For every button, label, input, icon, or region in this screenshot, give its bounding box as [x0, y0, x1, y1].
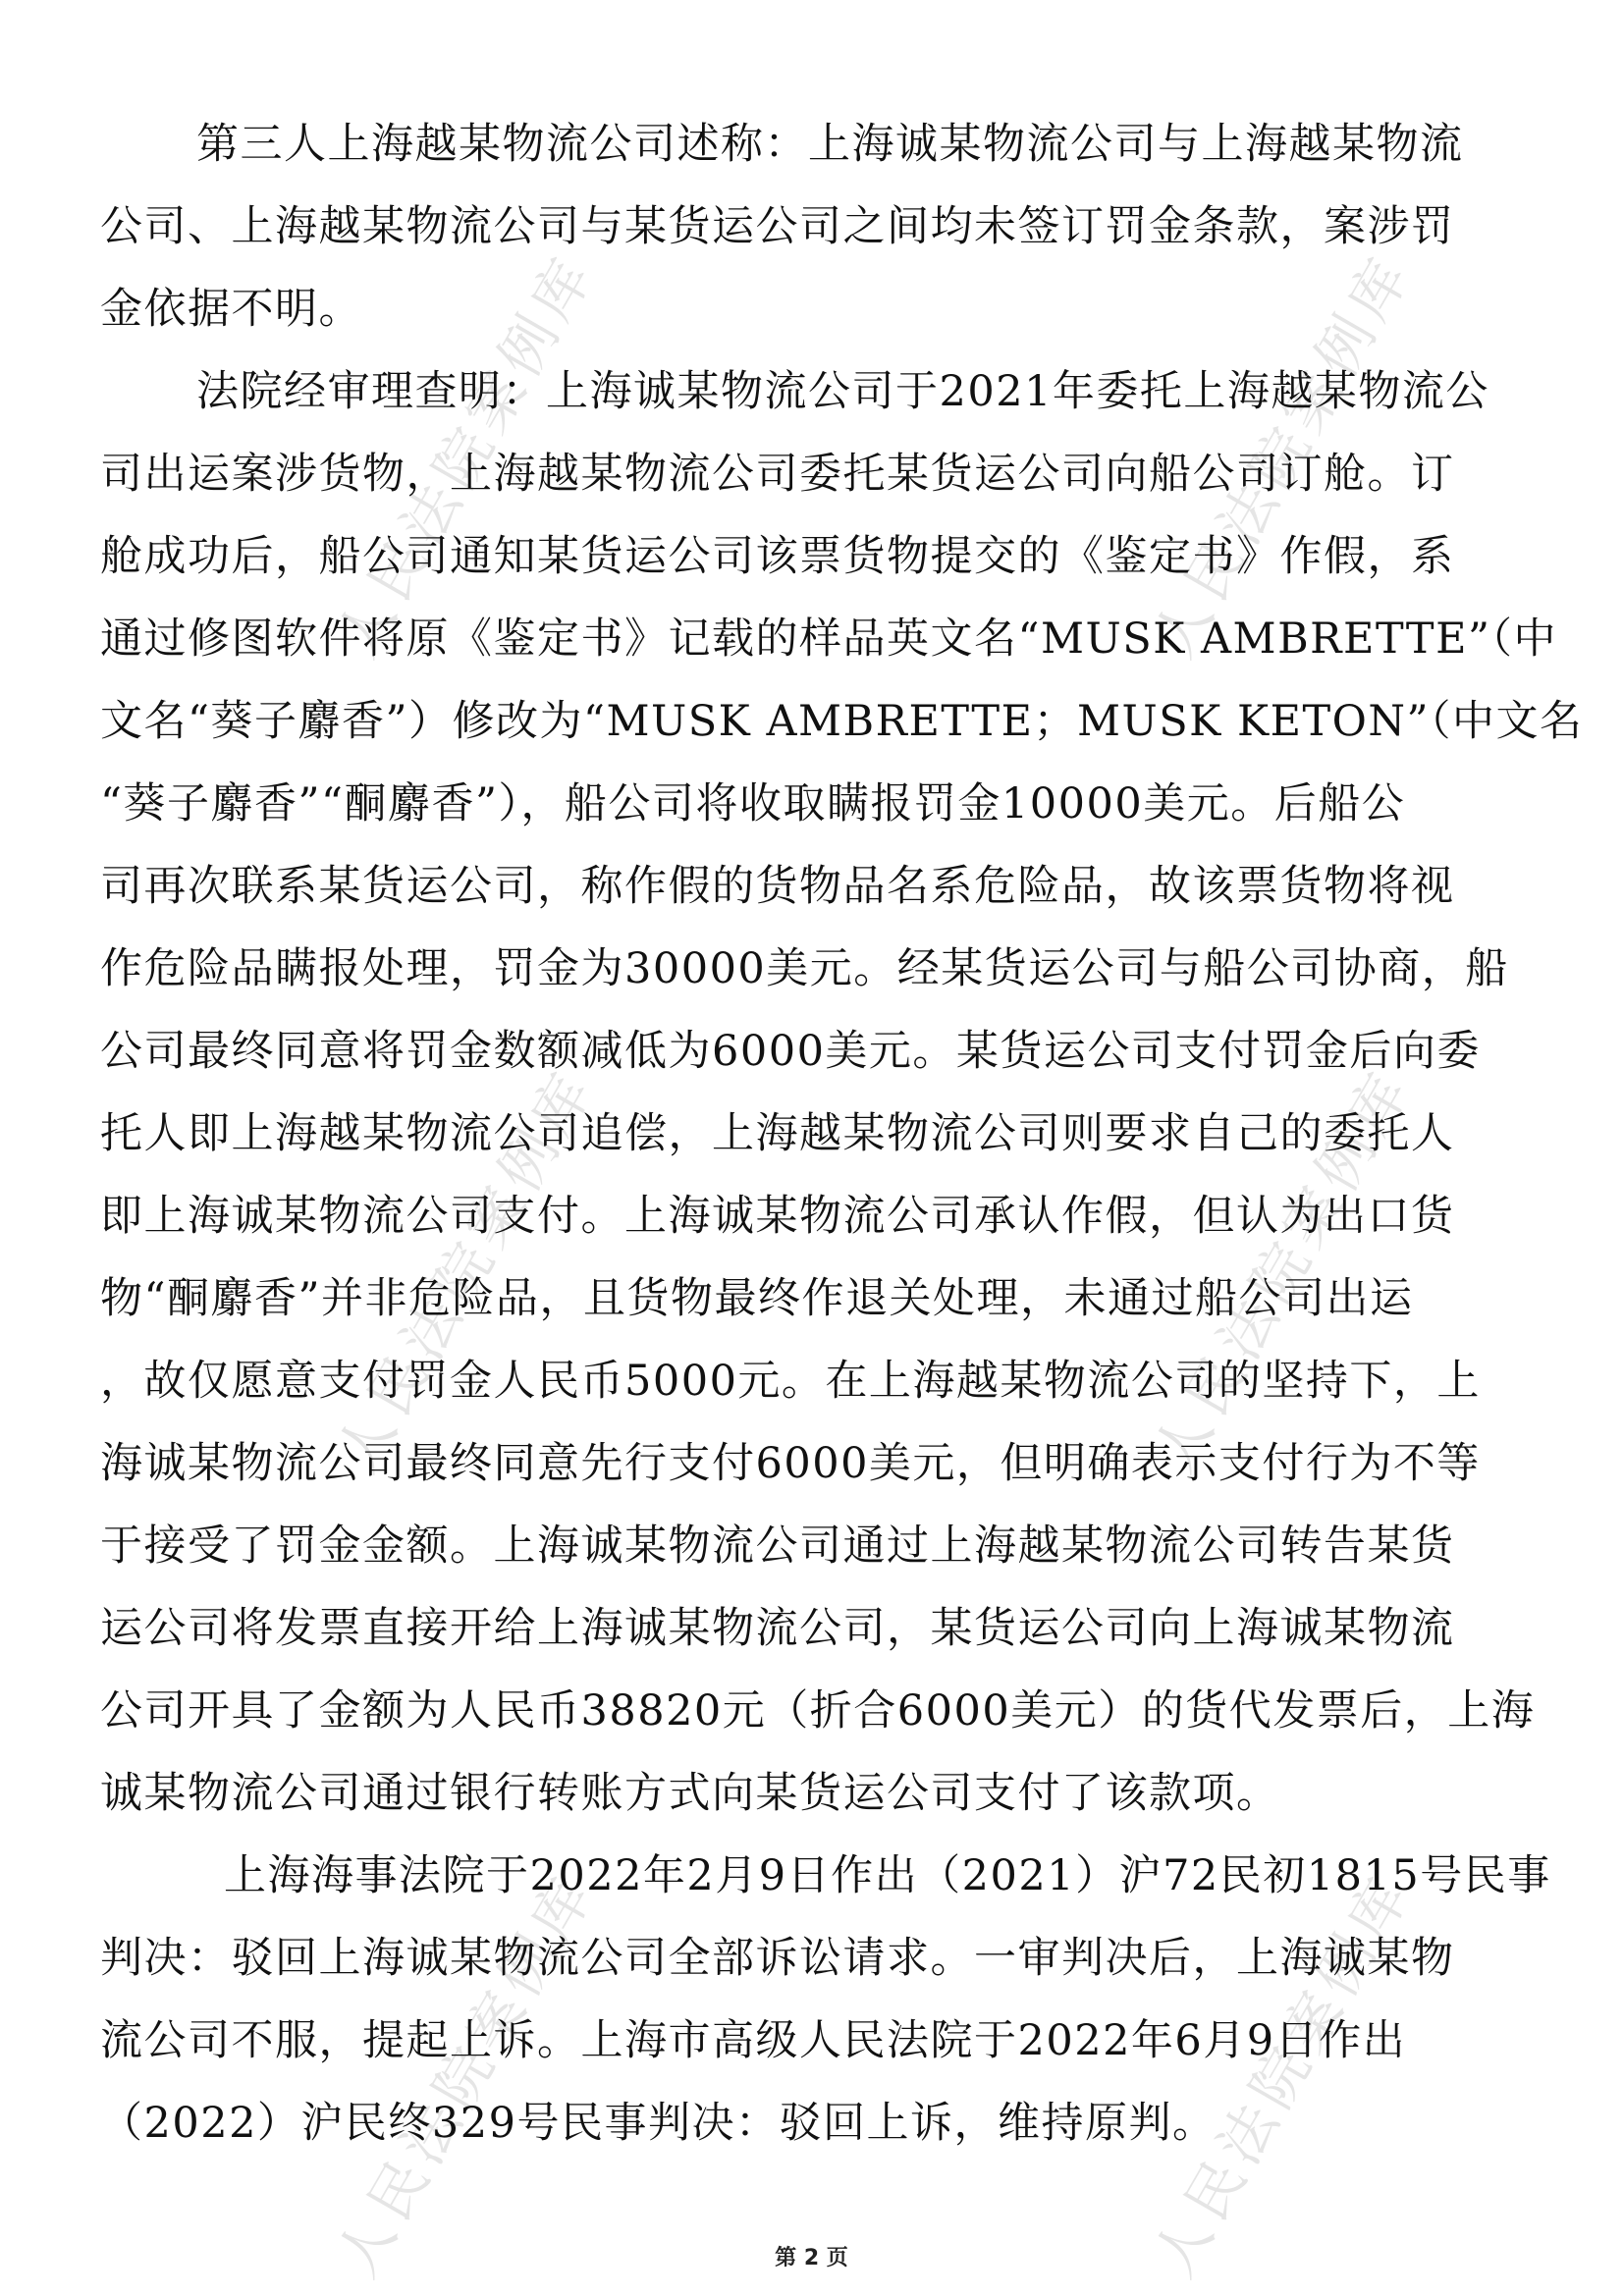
text-line: 托人即上海越某物流公司追偿，上海越某物流公司则要求自己的委托人 — [100, 1109, 1455, 1158]
text-line: 公司、上海越某物流公司与某货运公司之间均未签订罚金条款，案涉罚 — [100, 202, 1455, 251]
watermark-bottom-left: 人民法院案例库 — [323, 1861, 609, 2288]
text-line: 物“酮麝香”并非危险品，且货物最终作退关处理，未通过船公司出运 — [100, 1274, 1414, 1323]
text-line: 流公司不服，提起上诉。上海市高级人民法院于2022年6月9日作出 — [100, 2016, 1407, 2065]
text-line: 于接受了罚金金额。上海诚某物流公司通过上海越某物流公司转告某货 — [100, 1522, 1455, 1571]
text-line: 金依据不明。 — [100, 285, 362, 334]
text-line: 海诚某物流公司最终同意先行支付6000美元，但明确表示支付行为不等 — [100, 1439, 1481, 1488]
watermark-top-left: 人民法院案例库 — [323, 241, 609, 668]
text-line: ，故仅愿意支付罚金人民币5000元。在上海越某物流公司的坚持下，上 — [100, 1357, 1481, 1406]
text-line: 司再次联系某货运公司，称作假的货物品名系危险品，故该票货物将视 — [100, 862, 1455, 911]
text-line: 判决：驳回上海诚某物流公司全部诉讼请求。一审判决后，上海诚某物 — [100, 1934, 1455, 1983]
text-line: 第三人上海越某物流公司述称：上海诚某物流公司与上海越某物流 — [196, 120, 1464, 169]
text-line: 公司开具了金额为人民币38820元（折合6000美元）的货代发票后，上海 — [100, 1686, 1536, 1735]
text-line: 舱成功后，船公司通知某货运公司该票货物提交的《鉴定书》作假，系 — [100, 532, 1455, 581]
text-line: 法院经审理查明：上海诚某物流公司于2021年委托上海越某物流公 — [196, 367, 1489, 416]
text-line: 上海海事法院于2022年2月9日作出（2021）沪72民初1815号民事 — [224, 1851, 1551, 1900]
text-line: “葵子麝香”“酮麝香”），船公司将收取瞒报罚金10000美元。后船公 — [100, 779, 1406, 828]
watermark-top-right: 人民法院案例库 — [1140, 241, 1426, 668]
watermark-middle-right: 人民法院案例库 — [1140, 1056, 1426, 1483]
text-line: 公司最终同意将罚金数额减低为6000美元。某货运公司支付罚金后向委 — [100, 1027, 1481, 1076]
text-line: 司出运案涉货物，上海越某物流公司委托某货运公司向船公司订舱。订 — [100, 450, 1455, 499]
text-line: 即上海诚某物流公司支付。上海诚某物流公司承认作假，但认为出口货 — [100, 1192, 1455, 1241]
text-line: 通过修图软件将原《鉴定书》记载的样品英文名“MUSK AMBRETTE”（中 — [100, 614, 1557, 664]
text-line: 作危险品瞒报处理，罚金为30000美元。经某货运公司与船公司协商，船 — [100, 944, 1509, 993]
text-line: （2022）沪民终329号民事判决：驳回上诉，维持原判。 — [100, 2099, 1217, 2148]
watermark-middle-left: 人民法院案例库 — [323, 1056, 609, 1483]
text-line: 运公司将发票直接开给上海诚某物流公司，某货运公司向上海诚某物流 — [100, 1604, 1455, 1653]
watermark-bottom-right: 人民法院案例库 — [1140, 1861, 1426, 2288]
text-line: 文名“葵子麝香”）修改为“MUSK AMBRETTE；MUSK KETON”（中文名 — [100, 697, 1584, 746]
text-line: 诚某物流公司通过银行转账方式向某货运公司支付了该款项。 — [100, 1769, 1280, 1818]
page-number: 第 2 页 — [775, 2246, 848, 2270]
